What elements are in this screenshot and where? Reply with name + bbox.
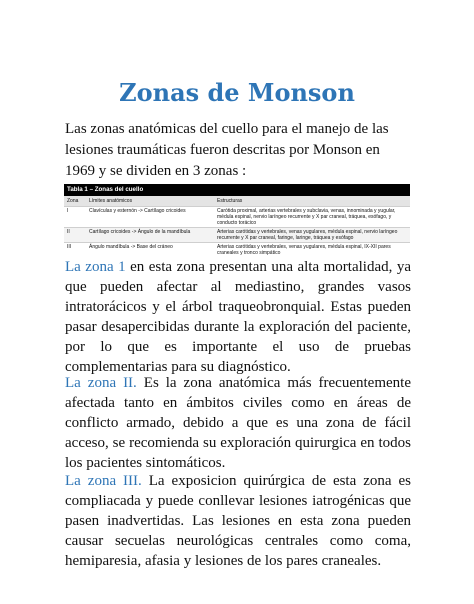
zone-2-text: Es la zona anatómica más frecuentemente afectada tanto en ámbitos civiles como en áreas de conflicto armado, debido a que es una zona de fácil acceso, se recomienda su exploración quirurgica en todos los pacientes sintomáticos. bbox=[65, 375, 411, 471]
cell-zone: II bbox=[64, 228, 86, 243]
zone-3-text: La exposicion quirúrgica de esta zona es compliacada y puede conllevar lesiones iatrogénicas que pasen inadvertidas. Las lesiones en esta zona pueden causar secuelas neurológicas centrales como coma, hemiparesia, afasia y lesiones de los pares craneales. bbox=[65, 473, 411, 569]
zone-3-lead: La zona III. bbox=[65, 473, 142, 489]
zone-1-lead: La zona 1 bbox=[65, 259, 126, 275]
cell-zone: I bbox=[64, 207, 86, 228]
page-title: Zonas de Monson bbox=[119, 78, 355, 107]
zone-2-paragraph bbox=[65, 373, 411, 473]
cell-limits: Ángulo mandíbula -> Base del cráneo bbox=[86, 243, 214, 258]
cell-structures: Carótida proximal, arterias vertebrales y subclavia, venas, innominada y yugular, médula espinal, nervio laríngeo recurrente y X par craneal, tráquea, esófago, y conducto torácico bbox=[214, 207, 410, 228]
header-structures: Estructuras bbox=[214, 196, 410, 207]
cell-limits: Clavículas y esternón -> Cartílago cricoides bbox=[86, 207, 214, 228]
cell-structures: Arterias carótidas y vertebrales, venas yugulares, médula espinal, nervio laríngeo recurrente y X par craneal, faringe, laringe, tráquea y esófago bbox=[214, 228, 410, 243]
intro-paragraph: Las zonas anatómicas del cuello para el manejo de las lesiones traumáticas fueron descritas por Monson en 1969 y se dividen en 3 zonas : bbox=[65, 121, 389, 179]
zone-1-paragraph bbox=[65, 257, 411, 377]
zone-3-paragraph bbox=[65, 471, 411, 571]
header-zone: Zona bbox=[64, 196, 86, 207]
header-limits: Límites anatómicos bbox=[86, 196, 214, 207]
table-header-row bbox=[64, 196, 410, 207]
cell-limits: Cartílago cricoides -> Ángulo de la mandíbula bbox=[86, 228, 214, 243]
zones-table bbox=[64, 184, 410, 257]
cell-structures: Arterias carótidas y vertebrales, venas yugulares, médula espinal, IX-XII pares craneales y tronco simpático bbox=[214, 243, 410, 258]
table-body bbox=[64, 196, 410, 257]
zone-2-lead: La zona II. bbox=[65, 375, 137, 391]
table-row bbox=[64, 207, 410, 228]
table-row bbox=[64, 228, 410, 243]
table-caption: Tabla 1 – Zonas del cuello bbox=[64, 184, 410, 196]
cell-zone: III bbox=[64, 243, 86, 258]
table-row bbox=[64, 243, 410, 258]
zone-1-text: en esta zona presentan una alta mortalidad, ya que pueden afectar al mediastino, grandes vasos intratorácicos y el árbol traqueobronquial. Estas pueden pasar desapercibidas durante la exploración del paciente, por lo que es importante el uso de pruebas complementarias para su diagnóstico. bbox=[65, 259, 412, 375]
